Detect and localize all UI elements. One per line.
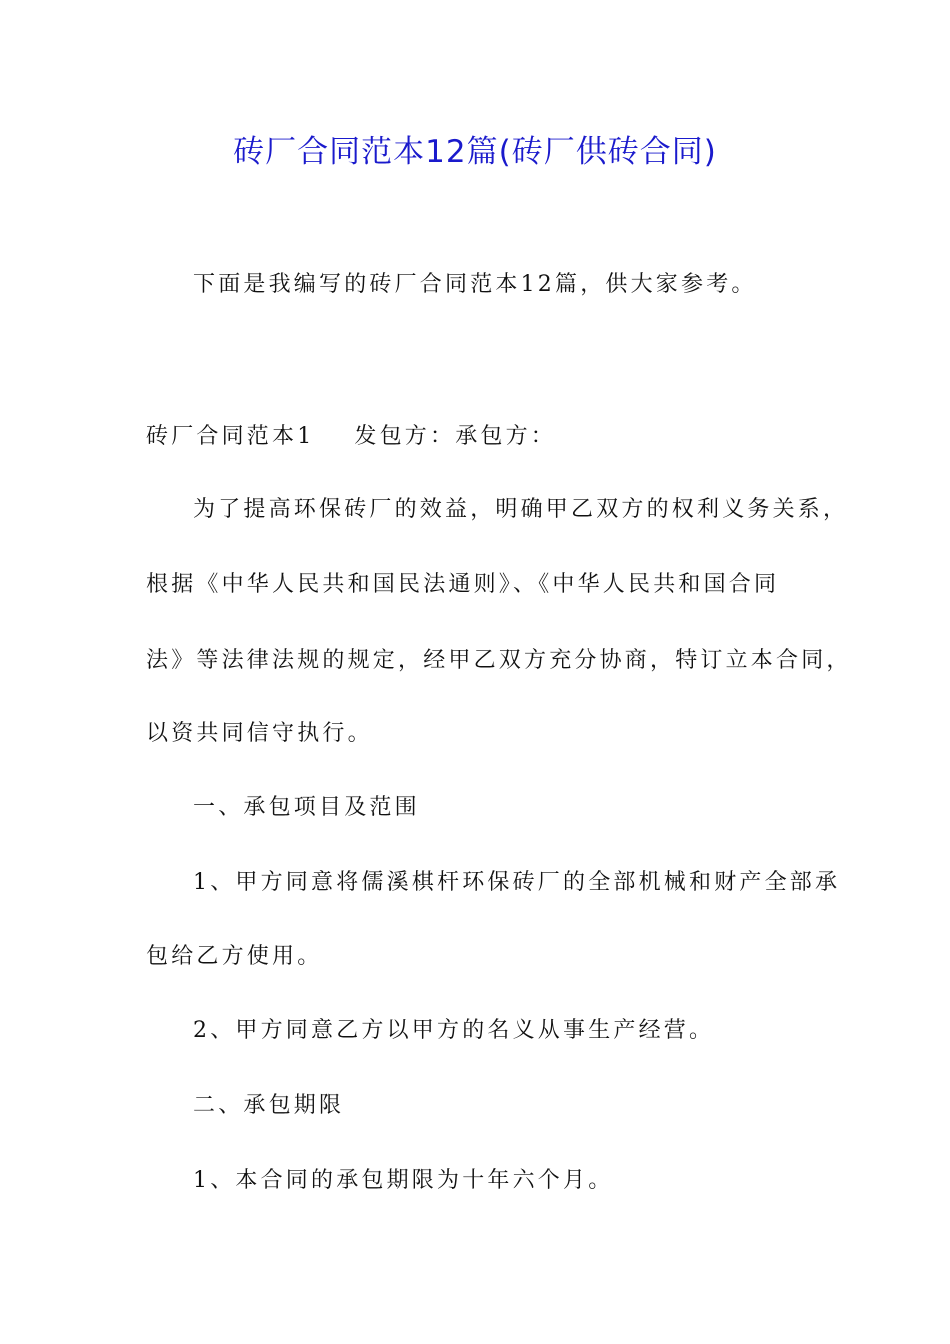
intro-text: 下面是我编写的砖厂合同范本12篇，供大家参考。 [193,272,757,297]
parties-text: 发包方：承包方： [354,424,557,449]
paragraph-line: 以资共同信守执行。 [146,721,373,746]
clause-item: 1、本合同的承包期限为十年六个月。 [193,1168,614,1193]
clause-item: 2、甲方同意乙方以甲方的名义从事生产经营。 [193,1018,715,1043]
clause-heading: 一、承包项目及范围 [193,795,420,820]
paragraph-line: 为了提高环保砖厂的效益，明确甲乙双方的权利义务关系， [193,497,849,522]
paragraph-line: 根据《中华人民共和国民法通则》、《中华人民共和国合同 [146,572,780,597]
section-heading: 砖厂合同范本1 [146,424,315,449]
paragraph-line: 法》等法律法规的规定，经甲乙双方充分协商，特订立本合同， [146,648,852,673]
clause-heading: 二、承包期限 [193,1093,345,1118]
clause-item-continued: 包给乙方使用。 [146,944,323,969]
section-heading-line [146,422,556,452]
clause-item: 1、甲方同意将儒溪棋杆环保砖厂的全部机械和财产全部承 [193,870,841,895]
document-title: 砖厂合同范本12篇(砖厂供砖合同) [233,134,717,170]
